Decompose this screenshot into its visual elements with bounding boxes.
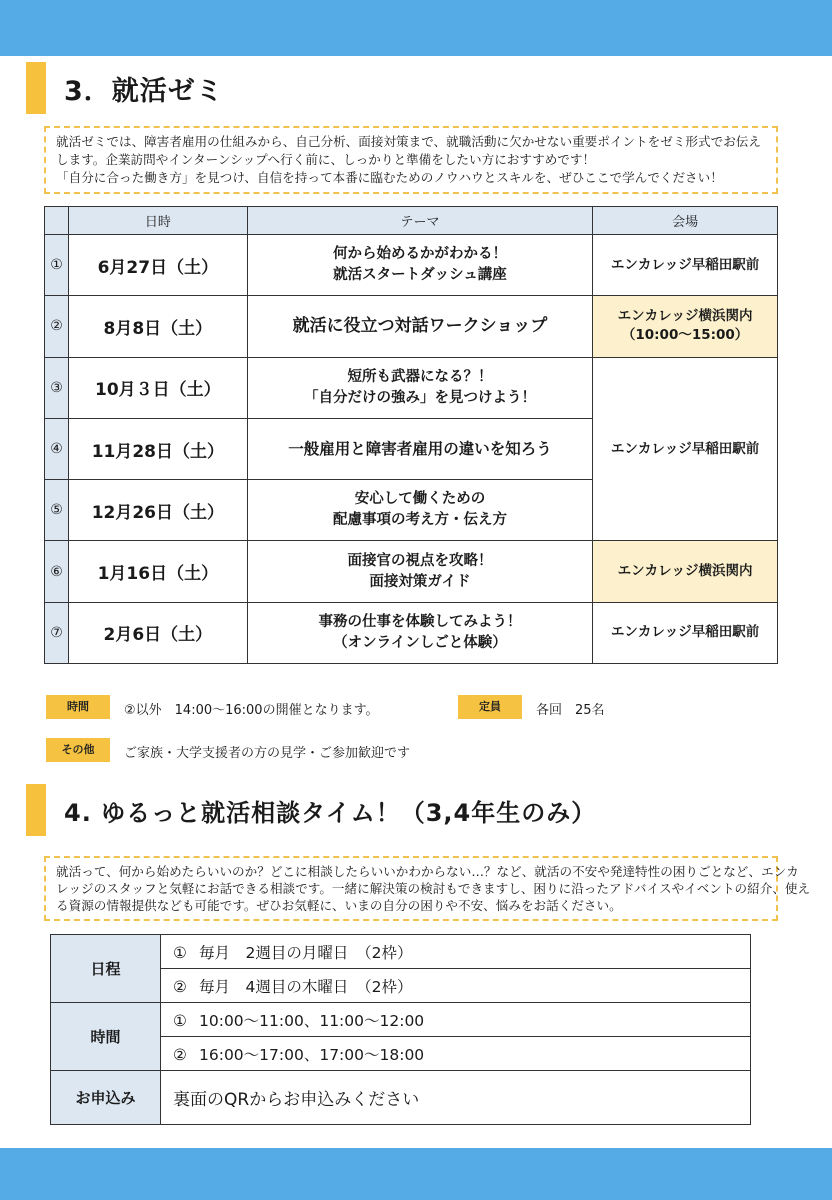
row-number: ⑥	[45, 541, 69, 602]
seminar-schedule-table	[44, 206, 778, 664]
table-row	[45, 541, 778, 602]
time-text: ②以外 14:00～16:00の開催となります。	[124, 703, 379, 718]
item-number: ②	[173, 1045, 187, 1064]
theme-line: 面接官の視点を攻略！	[347, 552, 493, 569]
venue-time: （10:00～15:00）	[621, 327, 749, 344]
item-number: ②	[173, 977, 187, 996]
item-number: ①	[173, 1011, 187, 1030]
row-date: 1月16日（土）	[68, 541, 247, 602]
apply-text: 裏面のQRからお申込みください	[161, 1071, 751, 1125]
theme-line: 就活スタートダッシュ講座	[333, 267, 507, 284]
table-row	[51, 935, 751, 969]
intro-line: 就活ゼミでは、障害者雇用の仕組みから、自己分析、面接対策まで、就職活動に欠かせない重要ポイントをゼミ形式でお伝え	[56, 134, 761, 149]
theme-line: 何から始めるかがわかる！	[332, 246, 507, 263]
row-theme	[247, 602, 592, 663]
intro-line: レッジのスタッフと気軽にお話できる相談です。一緒に解決策の検討もできますし、困りに沿ったアドバイスやイベントの紹介、使え	[56, 881, 811, 896]
row-venue: エンカレッジ横浜関内	[593, 541, 778, 602]
other-text: ご家族・大学支援者の方の見学・ご参加歓迎です	[124, 746, 411, 761]
row-date: 8月8日（土）	[68, 296, 247, 357]
table-row	[45, 357, 778, 418]
theme-line: 面接対策ガイド	[369, 573, 471, 590]
section4-intro	[44, 856, 811, 921]
time-tag: 時間	[46, 695, 110, 719]
section3-intro	[44, 126, 778, 194]
capacity-tag: 定員	[458, 695, 522, 719]
row-theme	[247, 480, 592, 541]
venue-header: 会場	[593, 207, 778, 235]
num-header	[45, 207, 69, 235]
item-text: 毎月 2週目の月曜日 （2枠）	[199, 943, 413, 962]
row-venue	[593, 296, 778, 357]
theme-line: 事務の仕事を体験してみよう！	[318, 613, 522, 630]
theme-line: 安心して働くための	[354, 491, 486, 508]
schedule-item	[161, 969, 751, 1003]
table-row	[45, 235, 778, 296]
row-date: 12月26日（土）	[68, 480, 247, 541]
table-row	[51, 1071, 751, 1125]
other-tag: その他	[46, 738, 110, 762]
row-venue: エンカレッジ早稲田駅前	[593, 235, 778, 296]
schedule-item	[161, 935, 751, 969]
item-text: 10:00～11:00、11:00～12:00	[199, 1011, 425, 1030]
time-label: 時間	[51, 1003, 161, 1071]
intro-line: 「自分に合った働き方」を見つけ、自信を持って本番に臨むためのノウハウとスキルを、ぜひここで学んでください！	[56, 170, 723, 185]
table-row	[51, 1003, 751, 1037]
row-date: 11月28日（土）	[68, 418, 247, 479]
table-row	[45, 296, 778, 357]
row-number: ⑦	[45, 602, 69, 663]
section4-accent-bar	[26, 784, 46, 836]
row-date: 10月３日（土）	[68, 357, 247, 418]
table-row	[45, 602, 778, 663]
row-number: ④	[45, 418, 69, 479]
row-theme	[247, 235, 592, 296]
theme-line: 配慮事項の考え方・伝え方	[332, 512, 507, 529]
theme-header: テーマ	[247, 207, 592, 235]
intro-line: る資源の情報提供なども可能です。ぜひお気軽に、いまの自分の困りや不安、悩みをお話ください。	[56, 898, 622, 913]
row-theme	[247, 541, 592, 602]
intro-line: 就活って、何から始めたらいいのか？どこに相談したらいいかわからない…？など、就活の不安や発達特性の困りごとなど、エンカ	[56, 864, 799, 879]
venue-line: エンカレッジ横浜関内	[617, 308, 753, 325]
apply-label: お申込み	[51, 1071, 161, 1125]
section4-heading	[26, 784, 596, 836]
section3-title: 3．就活ゼミ	[64, 75, 224, 107]
row-number: ③	[45, 357, 69, 418]
item-number: ①	[173, 943, 187, 962]
table-header-row	[45, 207, 778, 235]
row-date: 2月6日（土）	[68, 602, 247, 663]
consultation-table	[50, 934, 751, 1125]
row-theme: 一般雇用と障害者雇用の違いを知ろう	[247, 418, 592, 479]
row-theme: 就活に役立つ対話ワークショップ	[247, 296, 592, 357]
row-number: ①	[45, 235, 69, 296]
date-header: 日時	[68, 207, 247, 235]
bottom-band	[0, 1148, 832, 1200]
row-number: ⑤	[45, 480, 69, 541]
intro-line: します。企業訪問やインターンシップへ行く前に、しっかりと準備をしたい方におすすめです！	[56, 152, 596, 167]
top-band	[0, 0, 832, 56]
theme-line: 短所も武器になる？！	[347, 368, 493, 385]
item-text: 16:00～17:00、17:00～18:00	[199, 1045, 425, 1064]
time-item	[161, 1037, 751, 1071]
section3-heading	[26, 62, 224, 114]
row-theme	[247, 357, 592, 418]
time-item	[161, 1003, 751, 1037]
schedule-label: 日程	[51, 935, 161, 1003]
section3-accent-bar	[26, 62, 46, 114]
row-date: 6月27日（土）	[68, 235, 247, 296]
row-venue: エンカレッジ早稲田駅前	[593, 602, 778, 663]
row-venue-merged: エンカレッジ早稲田駅前	[593, 357, 778, 541]
row-number: ②	[45, 296, 69, 357]
theme-line: （オンラインしごと体験）	[333, 634, 507, 651]
section4-title: 4. ゆるっと就活相談タイム！（3,4年生のみ）	[64, 798, 597, 827]
theme-line: 「自分だけの強み」を見つけよう！	[303, 389, 536, 406]
capacity-text: 各回 25名	[536, 703, 605, 718]
item-text: 毎月 4週目の木曜日 （2枠）	[199, 977, 413, 996]
